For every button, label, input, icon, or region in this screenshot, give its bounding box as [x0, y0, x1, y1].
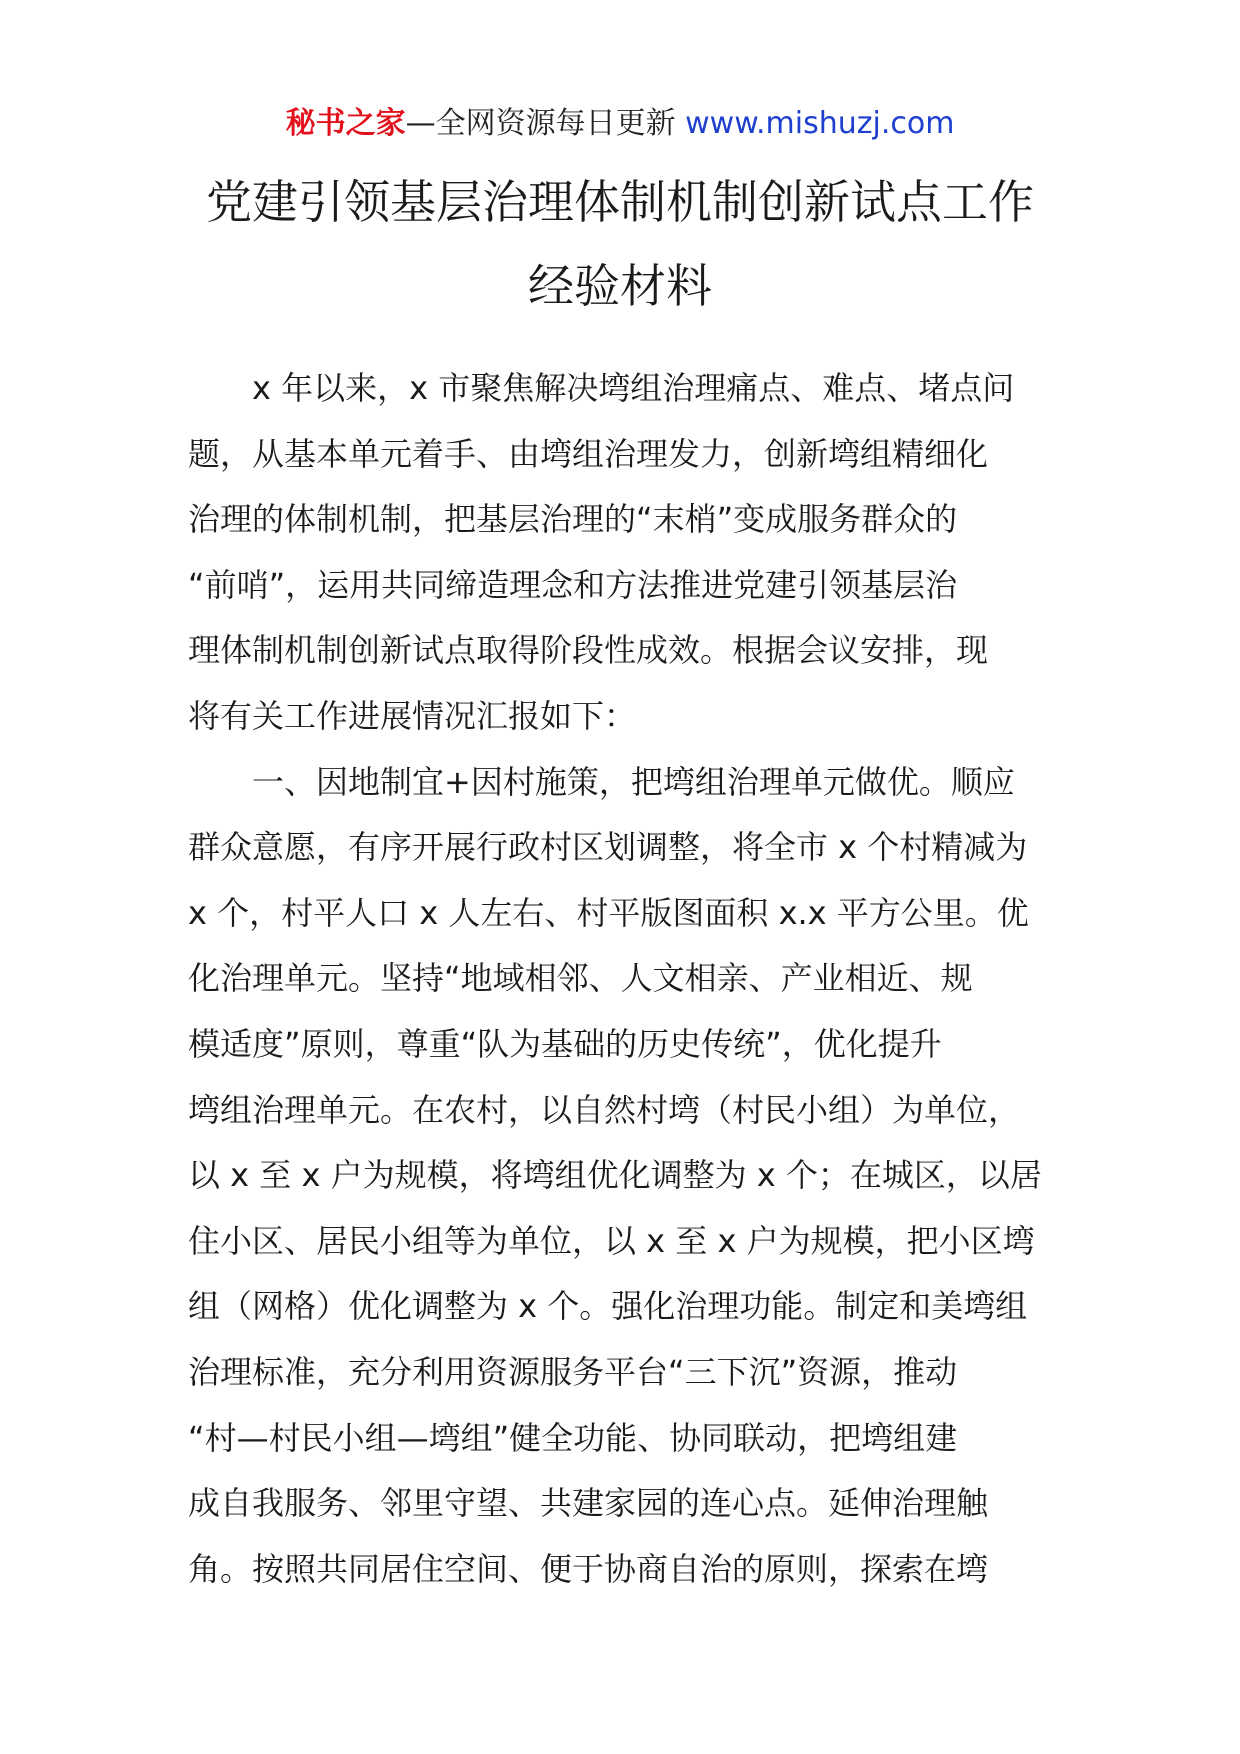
- body-line: 治理的体制机制，把基层治理的“末梢”变成服务群众的: [188, 500, 958, 539]
- body-line: 群众意愿，有序开展行政村区划调整，将全市 x 个村精减为: [188, 828, 1028, 867]
- body-line: 模适度”原则，尊重“队为基础的历史传统”，优化提升: [188, 1024, 942, 1063]
- body-line: 化治理单元。坚持“地域相邻、人文相亲、产业相近、规: [188, 959, 973, 998]
- brand-name: 秘书之家: [285, 106, 406, 141]
- document-body: [188, 356, 1058, 1602]
- site-header: [0, 102, 1240, 146]
- body-line: x 个，村平人口 x 人左右、村平版图面积 x.x 平方公里。优: [188, 893, 1029, 932]
- body-line: 组（网格）优化调整为 x 个。强化治理功能。制定和美塆组: [188, 1287, 1028, 1326]
- body-line: 角。按照共同居住空间、便于协商自治的原则，探索在塆: [188, 1549, 989, 1588]
- section-heading-line: 一、因地制宜+因村施策，把塆组治理单元做优。顺应: [252, 762, 1015, 801]
- document-title: [120, 160, 1120, 328]
- body-line: x 年以来，x 市聚焦解决塆组治理痛点、难点、堵点问: [252, 369, 1015, 407]
- body-line: 成自我服务、邻里守望、共建家园的连心点。延伸治理触: [188, 1484, 989, 1523]
- body-line: 以 x 至 x 户为规模，将塆组优化调整为 x 个；在城区，以居: [188, 1156, 1042, 1195]
- body-line: 塆组治理单元。在农村，以自然村塆（村民小组）为单位，: [188, 1090, 1021, 1129]
- site-slogan: —全网资源每日更新: [405, 106, 676, 141]
- body-line: 题，从基本单元着手、由塆组治理发力，创新塆组精细化: [188, 434, 989, 473]
- body-line: 将有关工作进展情况汇报如下：: [188, 696, 637, 735]
- body-line: “村—村民小组—塆组”健全功能、协同联动，把塆组建: [188, 1418, 958, 1457]
- site-url-link[interactable]: www.mishuzj.com: [685, 106, 955, 141]
- title-line: 党建引领基层治理体制机制创新试点工作: [206, 175, 1034, 229]
- title-line: 经验材料: [528, 259, 712, 313]
- body-line: “前哨”，运用共同缔造理念和方法推进党建引领基层治: [188, 565, 958, 604]
- body-line: 理体制机制创新试点取得阶段性成效。根据会议安排，现: [188, 631, 989, 670]
- body-line: 治理标准，充分利用资源服务平台“三下沉”资源，推动: [188, 1352, 958, 1391]
- body-line: 住小区、居民小组等为单位，以 x 至 x 户为规模，把小区塆: [188, 1221, 1035, 1260]
